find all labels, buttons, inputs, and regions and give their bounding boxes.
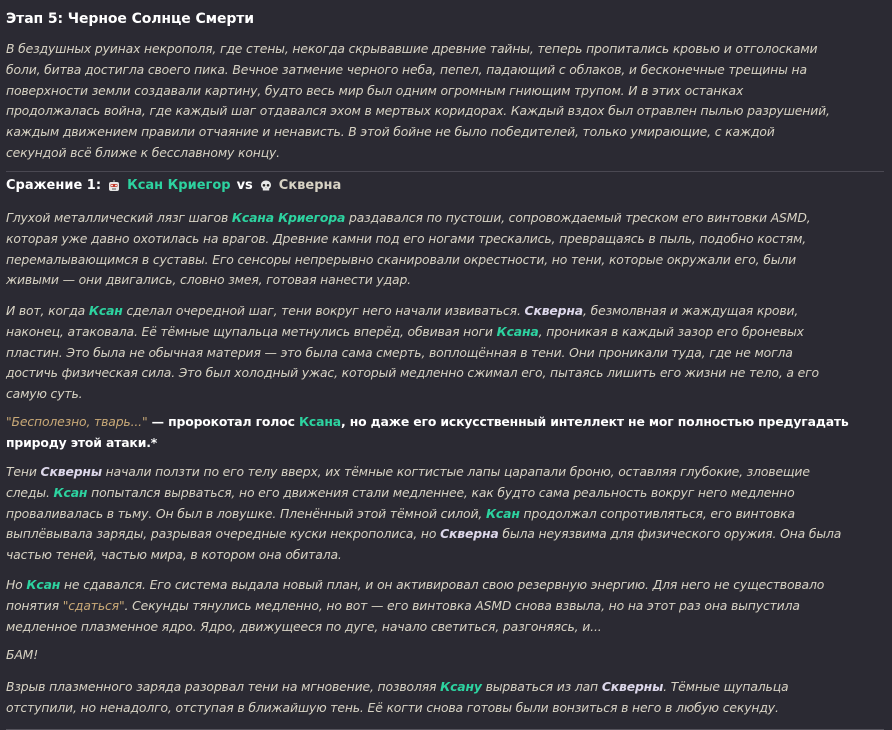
text-run: . Тёмные щупальца xyxy=(663,679,789,694)
text-run: — пророкотал голос xyxy=(147,414,299,429)
text-run: была неуязвима для физического оружия. Она была xyxy=(498,526,842,542)
text-run: И вот, когда xyxy=(6,303,89,318)
intro-line: поверхности земли создавали картину, будто весь мир был одним огромным гниющим трупом. И в этих останках xyxy=(6,82,744,98)
paragraph-line xyxy=(6,322,884,343)
text-run: Тени xyxy=(6,464,41,479)
paragraph-line: природу этой атаки.* xyxy=(6,434,158,450)
paragraph-line: БАМ! xyxy=(6,647,39,662)
fighter-name-highlight: Ксана Криегора xyxy=(231,210,346,225)
paragraph-line xyxy=(6,483,884,504)
intro-paragraph xyxy=(6,39,884,164)
fighter-name-highlight: Ксан xyxy=(26,577,61,592)
text-run: проваливалась в тьму. Он был в ловушке. Пленённый этой тёмной силой, xyxy=(6,505,486,521)
paragraph-line xyxy=(6,412,884,433)
story-paragraph-bam xyxy=(6,645,884,666)
fighter-1-name: Ксан Криегор xyxy=(127,178,231,193)
text-run: раздавался по пустоши, сопровождаемый треском его винтовки ASMD, xyxy=(345,210,811,225)
text-run: . Секунды тянулись медленно, но вот — его винтовка ASMD снова взвыла, но на этот раз она выпустила xyxy=(124,597,800,613)
paragraph-line: отступили, но ненадолго, отступая в ближайшую тень. Её когти снова готовы были вонзиться в него в любую секунду. xyxy=(6,699,779,715)
fighter-name-highlight: Ксану xyxy=(440,679,482,694)
text-run: , безмолвная и жаждущая крови, xyxy=(583,303,799,318)
text-run: сделал очередной шаг, тени вокруг него начали извиваться. xyxy=(122,303,525,318)
text-run: наконец, атаковала. Её тёмные щупальца метнулись вперёд, обвивая ноги xyxy=(6,323,497,339)
story-paragraph-1 xyxy=(6,208,884,291)
text-run: следы. xyxy=(6,484,54,500)
text-run: выплёвывала заряды, разрывая очередные куски некрополиса, но xyxy=(6,526,441,542)
stage-title: Этап 5: Черное Солнце Смерти xyxy=(6,11,255,27)
paragraph-line: которая уже давно охотилась на врагов. Древние камни под его ногами трескались, превращаясь в пыль, подобно костям, xyxy=(6,230,807,246)
fighter-name-highlight: Ксана xyxy=(298,414,341,429)
versus-label: vs xyxy=(236,178,253,193)
intro-line: В бездушных руинах некрополя, где стены, некогда скрывавшие древние тайны, теперь пропитались кровью и отголосками xyxy=(6,41,818,56)
fighter-2-name: Скверна xyxy=(278,178,342,193)
text-run: Взрыв плазменного заряда разорвал тени на мгновение, позволяя xyxy=(6,679,441,694)
intro-line: боли, битва достигла своего пика. Вечное затмение черного неба, пепел, падающий с облаков, и бесконечные трещины на xyxy=(6,61,807,77)
story-paragraph-2 xyxy=(6,301,884,405)
fighter-name-highlight: Ксан xyxy=(88,303,123,318)
paragraph-line xyxy=(6,208,884,229)
fighter-name-highlight: Ксан xyxy=(485,505,520,521)
paragraph-line xyxy=(6,596,884,617)
story-paragraph-5 xyxy=(6,575,884,637)
enemy-name-highlight: Скверны xyxy=(601,679,664,694)
enemy-name-highlight: Скверна xyxy=(440,526,499,542)
paragraph-line: медленное плазменное ядро. Ядро, движущееся по дуге, начало светиться, разгоняясь, и... xyxy=(6,618,602,634)
story-paragraph-6 xyxy=(6,677,884,719)
enemy-name-highlight: Скверна xyxy=(524,303,584,318)
paragraph-line: пластин. Это была не обычная материя — это была сама смерть, воплощённая в тени. Они проникали туда, где не могла xyxy=(6,344,793,360)
paragraph-line xyxy=(6,462,884,483)
skull-icon xyxy=(259,179,273,193)
text-run: вырваться из лап xyxy=(481,679,602,694)
fighter-name-highlight: Ксана xyxy=(496,323,539,339)
paragraph-line: самую суть. xyxy=(6,386,83,402)
battle-label: Сражение 1: xyxy=(6,178,102,193)
paragraph-line xyxy=(6,504,884,525)
text-run: , но даже его искусственный интеллект не мог полностью предугадать xyxy=(340,414,849,429)
paragraph-line: достичь физическая сила. Это был холодный ужас, который медленно сжимал его, пытаясь лишить его жизни не тело, а его xyxy=(6,365,819,381)
quoted-word: "сдаться" xyxy=(62,597,125,613)
paragraph-line xyxy=(6,524,884,545)
text-run: попытался вырваться, но его движения стали медленнее, как будто сама реальность вокруг него медленно xyxy=(87,484,795,500)
dialogue-quote: "Бесполезно, тварь..." xyxy=(6,414,148,429)
paragraph-line: живыми — они двигались, словно змея, готовая нанести удар. xyxy=(6,272,411,288)
paragraph-line: перемалывающимся в суставы. Его сенсоры непрерывно сканировали окрестности, но тени, которые окружали его, были xyxy=(6,251,797,267)
intro-line: секундой всё ближе к бесславному концу. xyxy=(6,144,280,160)
text-run: понятия xyxy=(6,597,63,613)
paragraph-line xyxy=(6,575,884,596)
intro-line: каждым движением правили отчаяние и ненависть. В этой бойне не было победителей, только умирающие, с каждой xyxy=(6,124,775,140)
paragraph-line xyxy=(6,677,884,698)
text-run: Глухой металлический лязг шагов xyxy=(6,210,232,225)
battle-header xyxy=(6,178,341,193)
fighter-name-highlight: Ксан xyxy=(53,484,88,500)
story-paragraph-3 xyxy=(6,412,884,454)
text-run: не сдавался. Его система выдала новый план, и он активировал свою резервную энергию. Для него не существовало xyxy=(60,577,825,592)
text-run: продолжал сопротивляться, его винтовка xyxy=(519,505,795,521)
text-run: начали ползти по его телу вверх, их тёмные когтистые лапы царапали броню, оставляя глубокие, зловещие xyxy=(101,464,810,479)
text-run: Но xyxy=(6,577,27,592)
paragraph-line xyxy=(6,301,884,322)
paragraph-line: частью теней, частью мира, в котором она обитала. xyxy=(6,547,342,563)
story-paragraph-4 xyxy=(6,462,884,566)
robot-face-icon xyxy=(107,179,121,193)
enemy-name-highlight: Скверны xyxy=(40,464,102,479)
text-run: , проникая в каждый зазор его броневых xyxy=(538,323,804,339)
intro-line: продолжалась война, где каждый шаг отдавался эхом в мертвых коридорах. Каждый вздох был отравлен пылью разрушений, xyxy=(6,103,830,119)
section-divider xyxy=(6,171,884,172)
